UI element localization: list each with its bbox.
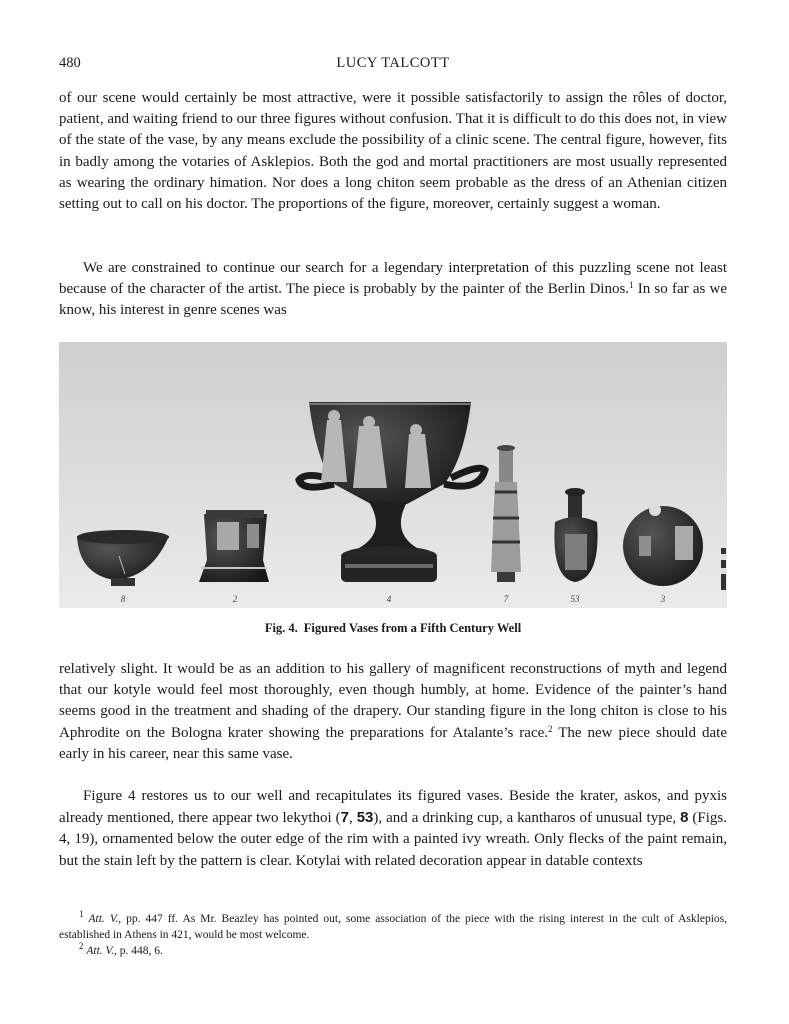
- paragraph-2: [59, 258, 727, 322]
- catalogue-number-53: 53: [356, 809, 374, 827]
- footnote-2-source: Att. V.: [86, 945, 114, 957]
- paragraph-2-text-a: We are constrained to continue our search for a legendary interpretation of this puzzling scene not least because of the character of the artist. The piece is probably by the painter of the Berlin Dinos.: [59, 260, 727, 298]
- footnote-1-text: , pp. 447 ff. As Mr. Beazley has pointed out, some association of the piece with the rising interest in the cult of Asklepios, established in Athens in 421, would be most welcome.: [59, 913, 727, 941]
- figure-label: Fig. 4.: [264, 621, 298, 635]
- paragraph-2-text-b: In so far as we know, his interest in genre scenes was: [59, 281, 728, 319]
- footnote-2-marker: 2: [79, 941, 84, 951]
- paragraph-3-text-b: The new piece should date early in his career, near this same vase.: [59, 724, 727, 762]
- vase-number-2: 2: [232, 594, 238, 604]
- scale-bar: [721, 548, 726, 590]
- footnotes: [59, 911, 727, 959]
- paragraph-1: of our scene would certainly be most attractive, were it possible satisfactorily to assign the rôles of doctor, patient, and waiting friend to our three figures without confusion. That it is difficult to do this does not, in view of the state of the vase, by any means exclude the possibility of a clinic scene. The central figure, however, fits in badly among the votaries of Asklepios. Both the god and mortal practitioners are most usually represented as wearing the ordinary himation. Nor does a long chiton seem probable as the dress of an Athenian citizen setting out to call on his doctor. The proportions of the figure, moreover, certainly suggest a woman.: [59, 90, 727, 213]
- vase-number-8: 8: [120, 594, 126, 604]
- footnote-2: [59, 943, 727, 959]
- paragraph-4: [59, 786, 727, 872]
- page-number: 480: [59, 55, 81, 71]
- vase-number-4: 4: [386, 594, 392, 604]
- paragraph-4-text-a: Figure 4 restores us to our well and recapitulates its figured vases. Beside the krater, askos, and pyxis already mentioned, there appear two lekythoi (: [59, 788, 727, 827]
- vase-number-3: 3: [660, 594, 666, 604]
- running-title: LUCY TALCOTT: [336, 55, 450, 71]
- vase-2-pyxis: [199, 510, 269, 582]
- vase-number-53: 53: [570, 594, 580, 604]
- figure-4-photo: [59, 342, 727, 608]
- paragraph-4-text-c: (Figs. 4, 19), ornamented below the outer edge of the rim with a painted ivy wreath. Only flecks of the paint remain, but the stain left by the pattern is clear. Kotylai with related decoration appear in datable contexts: [59, 810, 727, 869]
- paragraph-4-comma: ,: [348, 810, 357, 827]
- figure-caption-text: Figured Vases from a Fifth Century Well: [303, 621, 522, 635]
- footnote-1-marker: 1: [79, 909, 84, 919]
- paragraph-3-text-a: relatively slight. It would be as an addition to his gallery of magnificent reconstructions of myth and legend that our kotyle would feel most thoroughly, even though humbly, at home. Evidence of the painter’s hand seems good in the treatment and shading of the drapery. Our standing figure in the long chiton is close to his Aphrodite on the Bologna krater showing the preparations for Atalante’s race.: [59, 661, 727, 741]
- page-header: [59, 55, 727, 75]
- footnote-2-text: , p. 448, 6.: [113, 945, 163, 957]
- catalogue-number-8: 8: [680, 809, 689, 827]
- footnote-ref-2[interactable]: 2: [548, 723, 553, 734]
- vase-number-7: 7: [503, 594, 509, 604]
- footnote-1-source: Att. V.: [88, 913, 119, 925]
- paragraph-4-text-b: ), and a drinking cup, a kantharos of unusual type,: [373, 810, 681, 827]
- figure-caption: [59, 621, 727, 636]
- catalogue-number-7: 7: [340, 809, 349, 827]
- footnote-1: [59, 911, 727, 943]
- footnote-ref-1[interactable]: 1: [629, 280, 634, 291]
- paragraph-3: [59, 659, 727, 765]
